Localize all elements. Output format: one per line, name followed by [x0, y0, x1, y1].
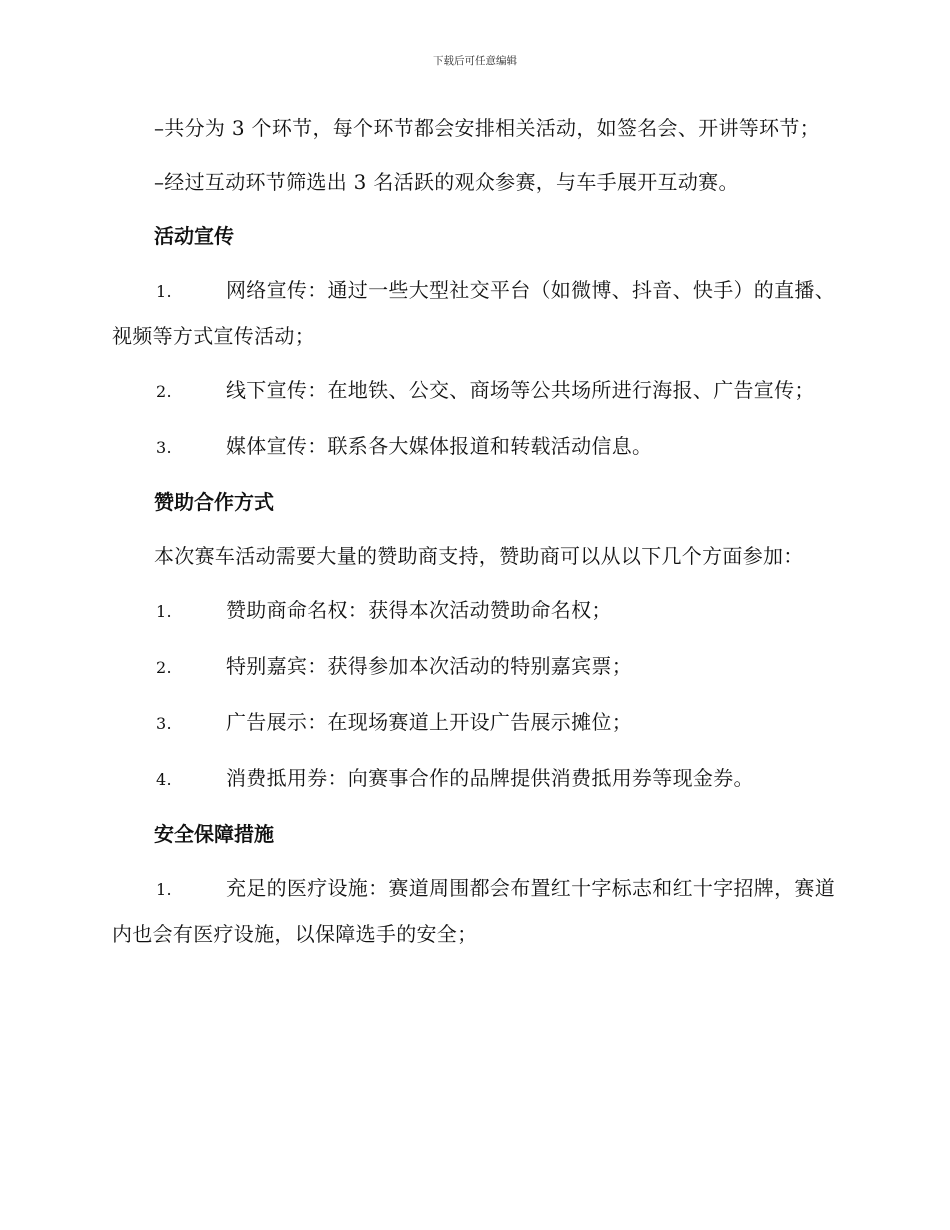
section-heading: 赞助合作方式	[154, 490, 274, 514]
list-item-text: 充足的医疗设施：赛道周围都会布置红十字标志和红十字招牌，赛道内也会有医疗设施，以保障选手的安全；	[112, 876, 835, 946]
section-heading: 活动宣传	[154, 224, 234, 248]
document-body	[112, 106, 842, 966]
list-number: 3.	[156, 714, 172, 733]
list-item-text: 媒体宣传：联系各大媒体报道和转载活动信息。	[226, 434, 653, 458]
list-item	[112, 588, 842, 634]
list-number: 4.	[156, 770, 172, 789]
list-item	[112, 700, 842, 746]
list-item-text: 网络宣传：通过一些大型社交平台（如微博、抖音、快手）的直播、视频等方式宣传活动；	[112, 278, 835, 348]
list-number: 2.	[156, 658, 172, 677]
list-item-text: 消费抵用券：向赛事合作的品牌提供消费抵用券等现金券。	[226, 766, 754, 790]
section-heading: 安全保障措施	[154, 822, 274, 846]
list-item	[112, 756, 842, 802]
list-item-text: 赞助商命名权：获得本次活动赞助命名权；	[226, 598, 612, 622]
list-item	[112, 424, 842, 470]
list-item	[112, 368, 842, 414]
list-number: 1.	[156, 602, 172, 621]
list-number: 1.	[156, 282, 172, 301]
paragraph: –共分为 3 个环节，每个环节都会安排相关活动，如签名会、开讲等环节；	[154, 116, 820, 140]
list-number: 3.	[156, 438, 172, 457]
paragraph: 本次赛车活动需要大量的赞助商支持，赞助商可以从以下几个方面参加：	[154, 544, 804, 568]
list-item-text: 广告展示：在现场赛道上开设广告展示摊位；	[226, 710, 632, 734]
list-number: 1.	[156, 880, 172, 899]
list-item-text: 特别嘉宾：获得参加本次活动的特别嘉宾票；	[226, 654, 632, 678]
list-item	[112, 268, 842, 358]
list-item-text: 线下宣传：在地铁、公交、商场等公共场所进行海报、广告宣传；	[226, 378, 815, 402]
list-number: 2.	[156, 382, 172, 401]
list-item	[112, 644, 842, 690]
paragraph: –经过互动环节筛选出 3 名活跃的观众参赛，与车手展开互动赛。	[154, 170, 739, 194]
page-header: 下载后可任意编辑	[433, 55, 517, 67]
list-item	[112, 866, 842, 956]
